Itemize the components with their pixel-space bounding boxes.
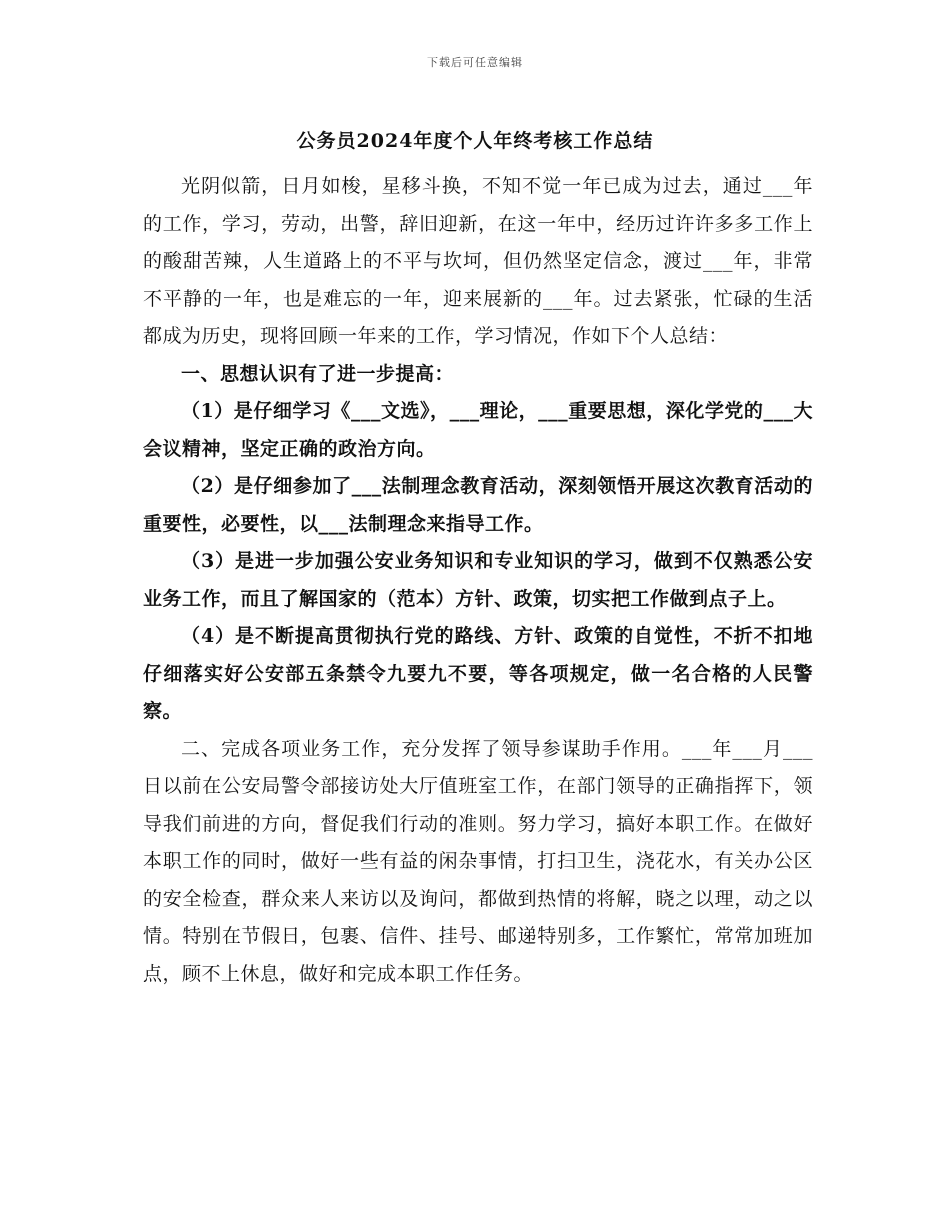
paragraph-item-2: （2）是仔细参加了___法制理念教育活动，深刻领悟开展这次教育活动的重要性，必要性，以___法制理念来指导工作。: [143, 475, 813, 535]
paragraph-intro: 光阴似箭，日月如梭，星移斗换，不知不觉一年已成为过去，通过___年的工作，学习，劳动，出警，辞旧迎新，在这一年中，经历过许许多多工作上的酸甜苦辣，人生道路上的不平与坎坷，但仍然坚定信念，渡过___年，非常不平静的一年，也是难忘的一年，迎来展新的___年。过去紧张，忙碌的生活都成为历史，现将回顾一年来的工作，学习情况，作如下个人总结：: [143, 175, 813, 347]
paragraph-section-two: 二、完成各项业务工作，充分发挥了领导参谋助手作用。___年___月___日以前在公安局警令部接访处大厅值班室工作，在部门领导的正确指挥下，领导我们前进的方向，督促我们行动的准则。努力学习，搞好本职工作。在做好本职工作的同时，做好一些有益的闲杂事情，打扫卫生，浇花水，有关办公区的安全检查，群众来人来访以及询问，都做到热情的将解，晓之以理，动之以情。特别在节假日，包裹、信件、挂号、邮递特别多，工作繁忙，常常加班加点，顾不上休息，做好和完成本职工作任务。: [143, 737, 813, 985]
section-heading-ideology: 一、思想认识有了进一步提高：: [181, 362, 455, 385]
page-header-note: 下载后可任意编辑: [427, 56, 523, 69]
document-title: 公务员2024年度个人年终考核工作总结: [296, 130, 654, 152]
paragraph-item-4: （4）是不断提高贯彻执行党的路线、方针、政策的自觉性，不折不扣地仔细落实好公安部五条禁令九要九不要，等各项规定，做一名合格的人民警察。: [143, 625, 813, 722]
paragraph-item-3: （3）是进一步加强公安业务知识和专业知识的学习，做到不仅熟悉公安业务工作，而且了解国家的（范本）方针、政策，切实把工作做到点子上。: [143, 550, 813, 610]
document-body: [143, 168, 813, 993]
paragraph-item-1: （1）是仔细学习《___文选》，___理论，___重要思想，深化学党的___大会议精神，坚定正确的政治方向。: [143, 400, 813, 460]
